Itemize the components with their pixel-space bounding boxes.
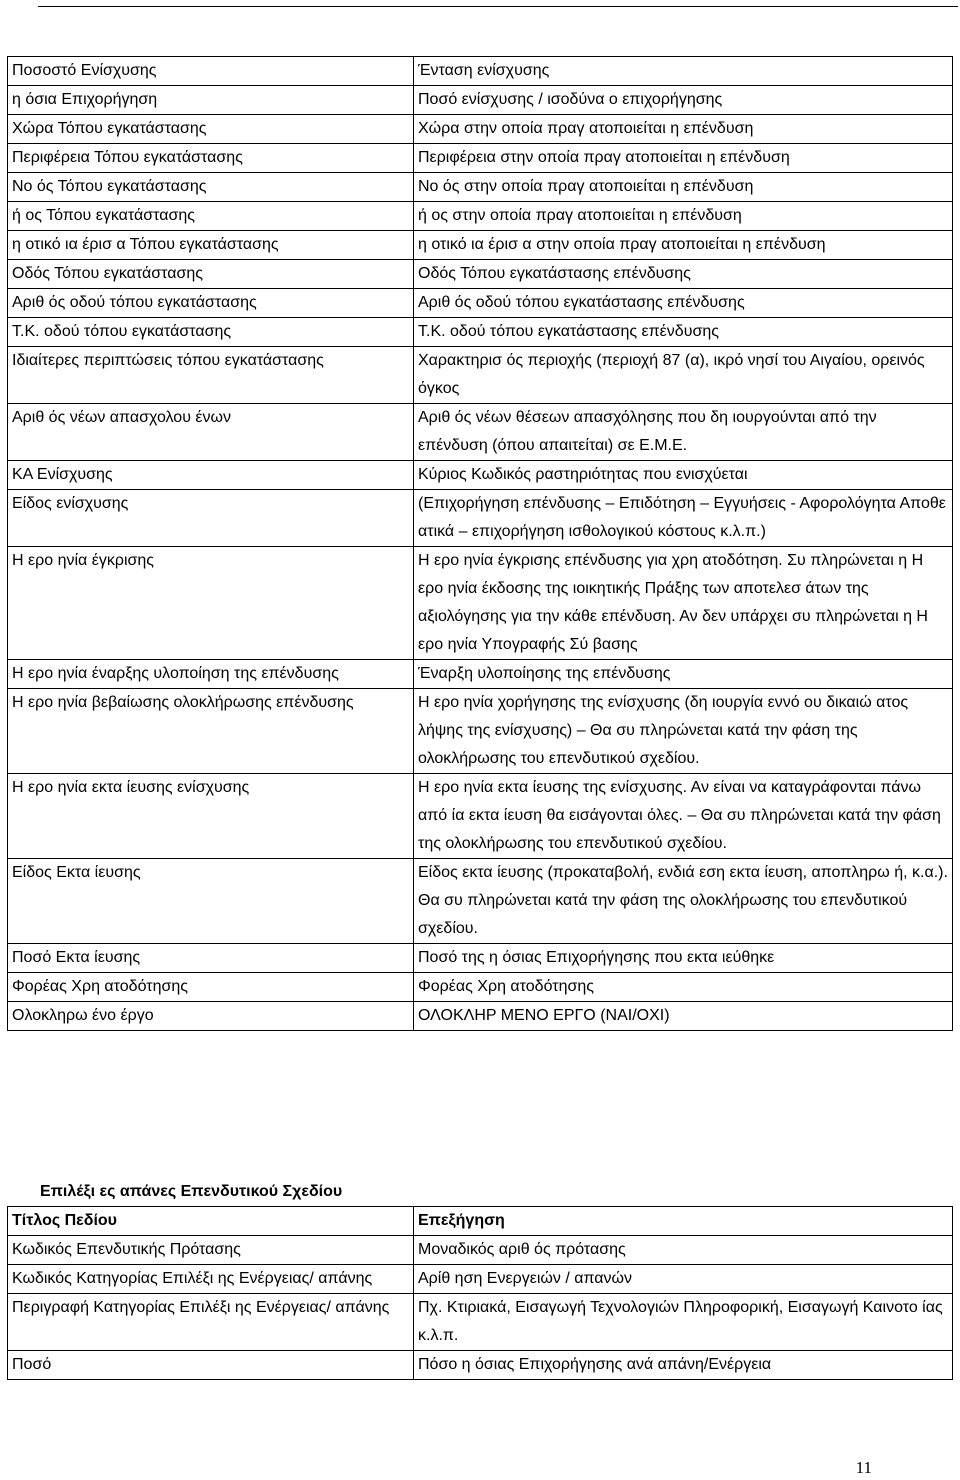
field-description: Η ερο ηνία χορήγησης της ενίσχυσης (δη ιουργία εννό ου δικαιώ ατος λήψης της ενίσχυσης) – Θα συ πληρώνεται κατά την φάση της ολοκλήρωσης του επενδυτικού σχεδίου. <box>414 689 953 774</box>
table-row <box>8 404 953 461</box>
field-name: Ποσοστό Ενίσχυσης <box>8 57 414 86</box>
field-name: Ποσό Εκτα ίευσης <box>8 944 414 973</box>
table-header-row <box>8 1207 953 1236</box>
field-name: Ιδιαίτερες περιπτώσεις τόπου εγκατάστασης <box>8 347 414 404</box>
table-row <box>8 318 953 347</box>
table-row <box>8 173 953 202</box>
table-row <box>8 260 953 289</box>
top-rule <box>38 6 958 7</box>
field-description: Φορέας Χρη ατοδότησης <box>414 973 953 1002</box>
table-row <box>8 689 953 774</box>
field-description: Κύριος Κωδικός ραστηριότητας που ενισχύεται <box>414 461 953 490</box>
field-name: Νο ός Τόπου εγκατάστασης <box>8 173 414 202</box>
field-description: Χώρα στην οποία πραγ ατοποιείται η επένδυση <box>414 115 953 144</box>
field-name: η οτικό ια έρισ α Τόπου εγκατάστασης <box>8 231 414 260</box>
field-description: Ένταση ενίσχυσης <box>414 57 953 86</box>
header-field-title: Τίτλος Πεδίου <box>8 1207 414 1236</box>
table-row <box>8 547 953 660</box>
field-name: Η ερο ηνία έγκρισης <box>8 547 414 660</box>
table-row <box>8 774 953 859</box>
table-row <box>8 1265 953 1294</box>
section-title: Επιλέξι ες απάνες Επενδυτικού Σχεδίου <box>40 1183 343 1200</box>
field-name: Ολοκληρω ένο έργο <box>8 1002 414 1031</box>
header-explanation: Επεξήγηση <box>414 1207 953 1236</box>
field-description: Πόσο η όσιας Επιχορήγησης ανά απάνη/Ενέργεια <box>414 1351 953 1380</box>
field-description: Οδός Τόπου εγκατάστασης επένδυσης <box>414 260 953 289</box>
field-name: Κωδικός Επενδυτικής Πρότασης <box>8 1236 414 1265</box>
field-name: Περιγραφή Κατηγορίας Επιλέξι ης Ενέργειας/ απάνης <box>8 1294 414 1351</box>
table-row <box>8 490 953 547</box>
page-number: 11 <box>855 1458 872 1477</box>
field-description: (Επιχορήγηση επένδυσης – Επιδότηση – Εγγυήσεις - Αφορολόγητα Αποθε ατικά – επιχορήγηση ισθολογικού κόστους κ.λ.π.) <box>414 490 953 547</box>
field-description: Νο ός στην οποία πραγ ατοποιείται η επένδυση <box>414 173 953 202</box>
field-name: Κωδικός Κατηγορίας Επιλέξι ης Ενέργειας/ απάνης <box>8 1265 414 1294</box>
field-description: Πχ. Κτιριακά, Εισαγωγή Τεχνολογιών Πληροφορική, Εισαγωγή Καινοτο ίας κ.λ.π. <box>414 1294 953 1351</box>
field-name: Η ερο ηνία βεβαίωσης ολοκλήρωσης επένδυσης <box>8 689 414 774</box>
field-name: Περιφέρεια Τόπου εγκατάστασης <box>8 144 414 173</box>
field-description: Έναρξη υλοποίησης της επένδυσης <box>414 660 953 689</box>
table-row <box>8 944 953 973</box>
field-name: η όσια Επιχορήγηση <box>8 86 414 115</box>
field-description: η οτικό ια έρισ α στην οποία πραγ ατοποιείται η επένδυση <box>414 231 953 260</box>
table-row <box>8 461 953 490</box>
field-description: Η ερο ηνία εκτα ίευσης της ενίσχυσης. Αν είναι να καταγράφονται πάνω από ία εκτα ίευση θα εισάγονται όλες. – Θα συ πληρώνεται κατά την φάση της ολοκλήρωσης του επενδυτικού σχεδίου. <box>414 774 953 859</box>
field-name: Αριθ ός νέων απασχολου ένων <box>8 404 414 461</box>
field-description: Ποσό ενίσχυσης / ισοδύνα ο επιχορήγησης <box>414 86 953 115</box>
field-description: Περιφέρεια στην οποία πραγ ατοποιείται η επένδυση <box>414 144 953 173</box>
expenses-table <box>7 1206 953 1380</box>
field-description: Τ.Κ. οδού τόπου εγκατάστασης επένδυσης <box>414 318 953 347</box>
field-description: Μοναδικός αριθ ός πρότασης <box>414 1236 953 1265</box>
field-name: Είδος ενίσχυσης <box>8 490 414 547</box>
field-description: Χαρακτηρισ ός περιοχής (περιοχή 87 (α), ικρό νησί του Αιγαίου, ορεινός όγκος <box>414 347 953 404</box>
table-row <box>8 660 953 689</box>
field-name: Η ερο ηνία εκτα ίευσης ενίσχυσης <box>8 774 414 859</box>
field-description: Η ερο ηνία έγκρισης επένδυσης για χρη ατοδότηση. Συ πληρώνεται η Η ερο ηνία έκδοσης της ιοικητικής Πράξης των αποτελεσ άτων της αξιολόγησης για την κάθε επένδυση. Αν δεν υπάρχει συ πληρώνεται η Η ερο ηνία Υπογραφής Σύ βασης <box>414 547 953 660</box>
table-row <box>8 289 953 318</box>
table-row <box>8 1002 953 1031</box>
field-name: Ποσό <box>8 1351 414 1380</box>
field-description: ή ος στην οποία πραγ ατοποιείται η επένδυση <box>414 202 953 231</box>
table-row <box>8 57 953 86</box>
field-description: Αριθ ός οδού τόπου εγκατάστασης επένδυσης <box>414 289 953 318</box>
field-description: ΟΛΟΚΛΗΡ ΜΕΝΟ ΕΡΓΟ (ΝΑΙ/ΟΧΙ) <box>414 1002 953 1031</box>
field-name: Χώρα Τόπου εγκατάστασης <box>8 115 414 144</box>
field-name: Οδός Τόπου εγκατάστασης <box>8 260 414 289</box>
field-description: Ποσό της η όσιας Επιχορήγησης που εκτα ιεύθηκε <box>414 944 953 973</box>
field-name: ΚΑ Ενίσχυσης <box>8 461 414 490</box>
fields-table <box>7 56 953 1031</box>
field-name: Η ερο ηνία έναρξης υλοποίηση της επένδυσης <box>8 660 414 689</box>
field-description: Είδος εκτα ίευσης (προκαταβολή, ενδιά εση εκτα ίευση, αποπληρω ή, κ.α.). Θα συ πληρώνεται κατά την φάση της ολοκλήρωσης του επενδυτικού σχεδίου. <box>414 859 953 944</box>
table-row <box>8 231 953 260</box>
table-row <box>8 144 953 173</box>
table-row <box>8 347 953 404</box>
field-name: Είδος Εκτα ίευσης <box>8 859 414 944</box>
table-row <box>8 973 953 1002</box>
table-row <box>8 859 953 944</box>
field-description: Αριθ ός νέων θέσεων απασχόλησης που δη ιουργούνται από την επένδυση (όπου απαιτείται) σε Ε.Μ.Ε. <box>414 404 953 461</box>
table-row <box>8 1294 953 1351</box>
table-row <box>8 202 953 231</box>
field-name: Φορέας Χρη ατοδότησης <box>8 973 414 1002</box>
field-name: Τ.Κ. οδού τόπου εγκατάστασης <box>8 318 414 347</box>
table-row <box>8 115 953 144</box>
table-row <box>8 1351 953 1380</box>
table-row <box>8 1236 953 1265</box>
field-name: Αριθ ός οδού τόπου εγκατάστασης <box>8 289 414 318</box>
field-description: Αρίθ ηση Ενεργειών / απανών <box>414 1265 953 1294</box>
table-row <box>8 86 953 115</box>
field-name: ή ος Τόπου εγκατάστασης <box>8 202 414 231</box>
